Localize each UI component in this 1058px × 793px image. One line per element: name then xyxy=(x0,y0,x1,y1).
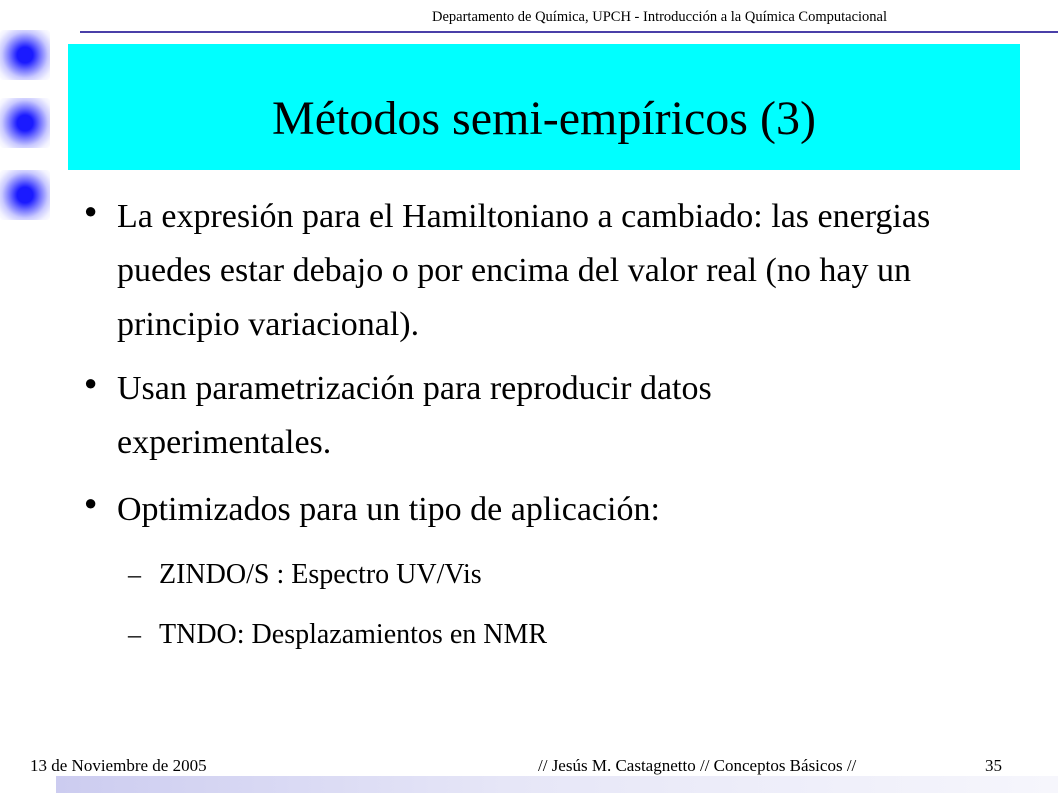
bullet-dot-icon: ● xyxy=(84,490,98,515)
bullet-item xyxy=(84,190,1024,352)
title-box xyxy=(68,44,1020,170)
bullet-dot-icon: ● xyxy=(84,198,98,223)
bullet-item xyxy=(84,362,1024,470)
sub-bullet-item xyxy=(128,615,1028,655)
bullet-text: La expresión para el Hamiltoniano a cambiado: las energias puedes estar debajo o por encima del valor real (no hay un principio variacional). xyxy=(117,198,931,343)
bullet-text: Usan parametrización para reproducir datos experimentales. xyxy=(117,370,712,461)
header-rule xyxy=(80,31,1058,33)
decor-square-icon xyxy=(0,170,50,220)
footer-date: 13 de Noviembre de 2005 xyxy=(30,756,207,775)
slide-title: Métodos semi-empíricos (3) xyxy=(272,91,816,145)
decor-square-icon xyxy=(0,30,50,80)
dash-icon: – xyxy=(128,560,141,589)
bullet-item xyxy=(84,482,1024,537)
header-text: Departamento de Química, UPCH - Introducción a la Química Computacional xyxy=(432,9,888,25)
sub-bullet-text: ZINDO/S : Espectro UV/Vis xyxy=(159,559,482,590)
decor-square-icon xyxy=(0,98,50,148)
dash-icon: – xyxy=(128,620,141,649)
sub-bullet-item xyxy=(128,555,1028,595)
footer-bar xyxy=(56,776,1058,793)
footer-author: // Jesús M. Castagnetto // Conceptos Básicos // xyxy=(538,756,857,775)
footer-page-number: 35 xyxy=(985,756,1002,775)
sub-bullet-text: TNDO: Desplazamientos en NMR xyxy=(159,619,548,650)
bullet-text: Optimizados para un tipo de aplicación: xyxy=(117,491,660,528)
bullet-dot-icon: ● xyxy=(84,370,98,395)
